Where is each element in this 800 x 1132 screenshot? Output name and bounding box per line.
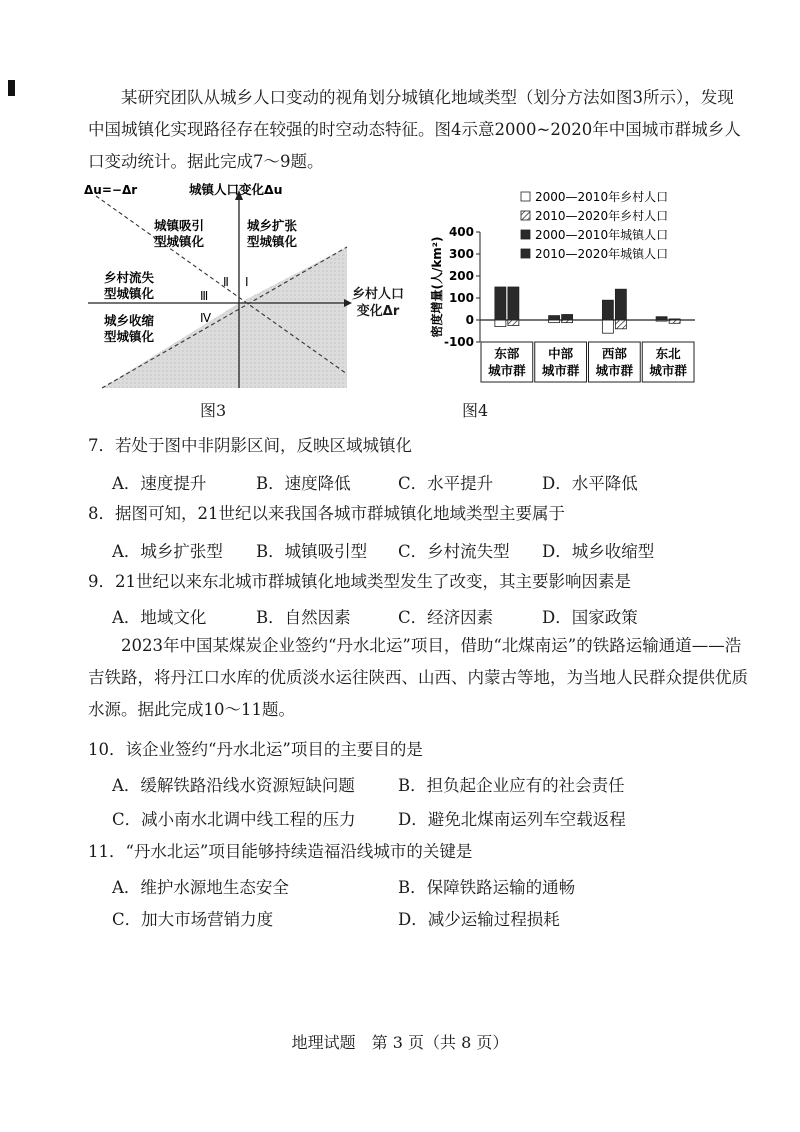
bar-3 [602, 300, 613, 320]
q10-option-a[interactable]: A．缓解铁路沿线水资源短缺问题 [112, 776, 355, 795]
figure-4-chart [425, 186, 715, 386]
q9-option-a[interactable]: A．地域文化 [112, 608, 207, 627]
bar-3 [495, 287, 506, 320]
legend-swatch [521, 230, 530, 239]
binding-marker [8, 80, 15, 96]
region-label-loss-2: 型城镇化 [104, 286, 155, 301]
x-axis-label [352, 286, 404, 320]
bar-2 [615, 320, 626, 329]
quadrant-2-label: Ⅱ [223, 275, 229, 289]
category-label: 城市群 [541, 363, 580, 378]
q9-option-b[interactable]: B．自然因素 [256, 608, 351, 627]
region-label-expand-1: 城乡扩张 [247, 218, 298, 233]
legend-swatch [521, 192, 530, 201]
category-label: 城市群 [488, 363, 526, 378]
x-axis-arrow [344, 299, 352, 307]
q9-option-c[interactable]: C．经济因素 [398, 608, 494, 627]
bar-4 [562, 315, 573, 321]
category-label: 中部 [548, 346, 574, 361]
legend-label: 2010—2020年乡村人口 [535, 209, 669, 223]
intro-paragraph-1: 某研究团队从城乡人口变动的视角划分城镇化地域类型（划分方法如图3所示），发现中国城镇化实现路径存在较强的时空动态特征。图4示意2000~2020年中国城市群城乡人口变动统计。据此完成7～9题。 [88, 88, 741, 171]
q8-option-a[interactable]: A．城乡扩张型 [112, 542, 223, 561]
q7-option-a[interactable]: A．速度提升 [112, 474, 207, 493]
figure-4-caption: 图4 [462, 401, 489, 420]
quadrant-3-label: Ⅲ [200, 289, 209, 303]
diag-label: Δu=−Δr [84, 183, 138, 197]
q7-option-d[interactable]: D．水平降低 [542, 474, 638, 493]
bar-3 [549, 316, 560, 320]
bar-1 [495, 320, 506, 327]
q11-option-d[interactable]: D．减少运输过程损耗 [398, 910, 560, 929]
q11-option-b[interactable]: B．保障铁路运输的通畅 [398, 878, 576, 897]
y-tick-label: 100 [448, 291, 474, 305]
intro-paragraph-2: 2023年中国某煤炭企业签约“丹水北运”项目，借助“北煤南运”的铁路运输通道——浩吉铁路，将丹江口水库的优质淡水运往陕西、山西、内蒙古等地，为当地人民群众提供优质水源。据此完成10～11题。 [88, 636, 748, 719]
bar-4 [508, 287, 519, 320]
category-label: 东部 [494, 346, 520, 361]
q10-option-b[interactable]: B．担负起企业应有的社会责任 [398, 776, 625, 795]
category-label: 西部 [601, 346, 627, 361]
y-tick-label: 200 [448, 269, 474, 283]
bar-2 [508, 320, 519, 326]
page-footer: 地理试题 第 3 页（共 8 页） [291, 1033, 509, 1052]
q8-option-c[interactable]: C．乡村流失型 [398, 542, 510, 561]
y-tick-label: 0 [465, 313, 474, 327]
category-label: 东北 [655, 346, 681, 361]
q11-option-c[interactable]: C．加大市场营销力度 [112, 910, 274, 929]
region-label-attract-2: 型城镇化 [154, 234, 205, 249]
bar-2 [669, 320, 680, 323]
x-axis-label-line1: 乡村人口 [352, 287, 405, 302]
region-label-loss-1: 乡村流失 [104, 270, 155, 285]
q9-option-d[interactable]: D．国家政策 [542, 608, 638, 627]
legend-label: 2000—2010年乡村人口 [535, 190, 669, 204]
legend-swatch [521, 211, 530, 220]
q7-option-c[interactable]: C．水平提升 [398, 474, 494, 493]
q10-option-d[interactable]: D．避免北煤南运列车空载返程 [398, 810, 626, 829]
region-label-expand-2: 型城镇化 [247, 234, 298, 249]
figure-3-caption: 图3 [200, 401, 227, 420]
category-label: 城市群 [649, 363, 687, 378]
region-label-shrink-1: 城乡收缩 [104, 313, 155, 328]
category-label: 城市群 [595, 363, 634, 378]
quadrant-1-label: Ⅰ [245, 275, 249, 289]
question-9-stem: 9．21世纪以来东北城市群城镇化地域类型发生了改变，其主要影响因素是 [88, 572, 631, 591]
y-tick-label: 300 [448, 247, 474, 261]
bar-1 [602, 320, 613, 333]
y-tick-label: -100 [443, 335, 474, 349]
q7-option-b[interactable]: B．速度降低 [256, 474, 351, 493]
question-11-stem: 11．“丹水北运”项目能够持续造福沿线城市的关键是 [88, 842, 473, 861]
legend-label: 2000—2010年城镇人口 [535, 228, 669, 242]
quadrant-4-label: Ⅳ [200, 311, 212, 325]
bar-3 [656, 317, 667, 320]
q11-option-a[interactable]: A．维护水源地生态安全 [112, 878, 289, 897]
x-axis-label-line2: 变化Δr [356, 304, 400, 319]
bar-4 [669, 319, 680, 320]
q10-option-c[interactable]: C．减小南水北调中线工程的压力 [112, 810, 356, 829]
q8-option-b[interactable]: B．城镇吸引型 [256, 542, 368, 561]
q8-option-d[interactable]: D．城乡收缩型 [542, 542, 655, 561]
figure-3 [82, 182, 352, 392]
question-8-stem: 8．据图可知，21世纪以来我国各城市群城镇化地域类型主要属于 [88, 504, 565, 523]
y-tick-label: 400 [448, 225, 474, 239]
region-label-shrink-2: 型城镇化 [104, 329, 155, 344]
legend-swatch [521, 249, 530, 258]
legend-label: 2010—2020年城镇人口 [535, 247, 669, 261]
bar-4 [615, 289, 626, 320]
y-axis-title: 密度增量(人/km²) [430, 236, 444, 338]
question-10-stem: 10．该企业签约“丹水北运”项目的主要目的是 [88, 740, 423, 759]
y-axis-label: 城镇人口变化Δu [189, 182, 283, 197]
region-label-attract-1: 城镇吸引 [154, 218, 205, 233]
question-7-stem: 7．若处于图中非阴影区间，反映区域城镇化 [88, 436, 412, 455]
